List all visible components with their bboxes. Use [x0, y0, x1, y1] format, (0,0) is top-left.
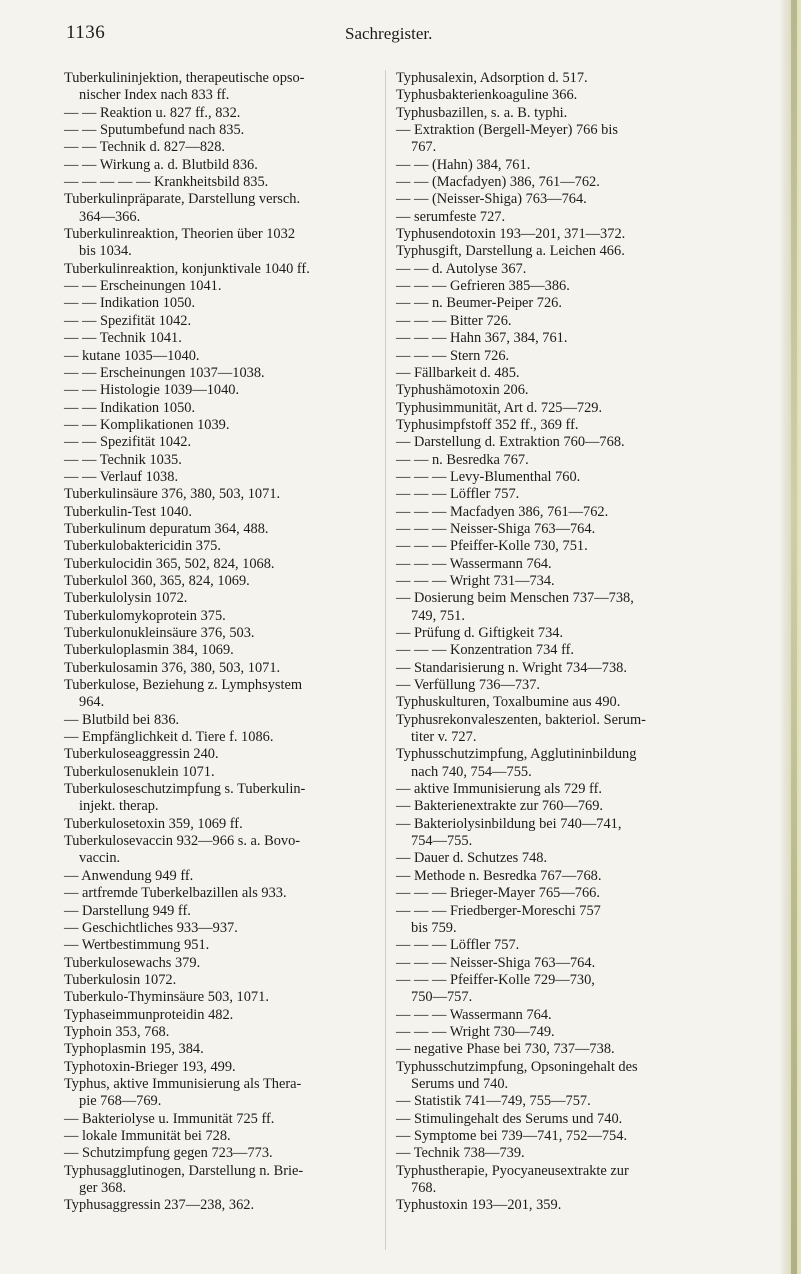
index-entry: — — — — — Krankheitsbild 835. [64, 174, 269, 191]
index-entry: — — — Wright 731—734. [396, 572, 555, 589]
index-entry: Typhusimpfstoff 352 ff., 369 ff. [396, 416, 579, 433]
index-entry: Typhusbazillen, s. a. B. typhi. [396, 104, 568, 121]
index-entry: — — Erscheinungen 1041. [64, 278, 222, 295]
index-entry: Tuberkulinreaktion, konjunktivale 1040 ff. [64, 260, 310, 277]
index-entry: — — — Wright 730—749. [396, 1023, 555, 1040]
index-entry: Tuberkulo-Thyminsäure 503, 1071. [64, 989, 269, 1006]
index-entry: Tuberkuloplasmin 384, 1069. [64, 642, 234, 659]
index-entry: — — Histologie 1039—1040. [64, 382, 240, 399]
index-entry: Tuberkulosewachs 379. [64, 954, 201, 971]
index-entry: Typhusagglutinogen, Darstellung n. Brie- ger 368. [64, 1162, 304, 1196]
index-entry: — — — Konzentration 734 ff. [396, 642, 574, 659]
index-entry: Tuberkulose, Beziehung z. Lymphsystem 964. [64, 677, 303, 711]
index-entry: — — (Neisser-Shiga) 763—764. [396, 191, 587, 208]
index-entry: Tuberkulinum depuratum 364, 488. [64, 520, 269, 537]
index-entry: — — — Wassermann 764. [396, 555, 552, 572]
index-entry: — lokale Immunität bei 728. [64, 1127, 231, 1144]
index-entry: — Bakterienextrakte zur 760—769. [396, 798, 603, 815]
index-entry: — — Erscheinungen 1037—1038. [64, 364, 265, 381]
index-entry: — Empfänglichkeit d. Tiere f. 1086. [64, 729, 274, 746]
index-entry: Typhusrekonvaleszenten, bakteriol. Serum- titer v. 727. [396, 711, 646, 746]
index-entry: — — Wirkung a. d. Blutbild 836. [64, 156, 258, 173]
index-entry: — Symptome bei 739—741, 752—754. [396, 1127, 628, 1144]
index-entry: — Stimulingehalt des Serums und 740. [396, 1110, 623, 1127]
index-entry: — — — Bitter 726. [396, 312, 512, 329]
index-entry: — Darstellung 949 ff. [64, 902, 191, 919]
index-entry: — Fällbarkeit d. 485. [396, 364, 520, 381]
index-entry: — — — Pfeiffer-Kolle 730, 751. [396, 538, 588, 555]
index-entry: — — — Gefrieren 385—386. [396, 278, 570, 295]
index-entry: Typhusimmunität, Art d. 725—729. [396, 399, 603, 416]
index-entry: — Bakteriolyse u. Immunität 725 ff. [64, 1110, 275, 1127]
index-entry: Tuberkuloseaggressin 240. [64, 746, 219, 763]
index-entry: — Schutzimpfung gegen 723—773. [64, 1145, 273, 1162]
index-entry: — — — Hahn 367, 384, 761. [396, 330, 568, 347]
index-entry: Tuberkuloseschutzimpfung s. Tuberkulin- injekt. therap. [64, 781, 306, 815]
index-entry: Typhusendotoxin 193—201, 371—372. [396, 226, 626, 243]
index-entry: — — — Löffler 757. [396, 937, 520, 954]
index-entry: Tuberkulosevaccin 932—966 s. a. Bovo- vaccin. [64, 833, 301, 867]
index-entry: — — Indikation 1050. [64, 295, 196, 312]
index-entry: Typhushämotoxin 206. [396, 382, 529, 399]
index-entry: — — — Neisser-Shiga 763—764. [396, 954, 596, 971]
index-entry: — — — Friedberger-Moreschi 757 bis 759. [396, 902, 601, 936]
index-entry: Tuberkulol 360, 365, 824, 1069. [64, 572, 250, 589]
index-entry: — — (Macfadyen) 386, 761—762. [396, 174, 600, 191]
right-index-column [396, 70, 714, 1215]
index-entry: — — — Wassermann 764. [396, 1006, 552, 1023]
index-entry: — Anwendung 949 ff. [64, 867, 194, 884]
index-entry: — — Verlauf 1038. [64, 468, 179, 485]
index-entry: — — n. Beumer-Peiper 726. [396, 295, 562, 312]
index-entry: Typhus, aktive Immunisierung als Thera- pie 768—769. [64, 1075, 302, 1110]
index-entry: Typhusbakterienkoaguline 366. [396, 87, 578, 104]
index-entry: — — — Brieger-Mayer 765—766. [396, 885, 600, 902]
index-entry: Typhustoxin 193—201, 359. [396, 1197, 562, 1214]
index-entry: Typhoin 353, 768. [64, 1023, 170, 1040]
index-entry: Tuberkulocidin 365, 502, 824, 1068. [64, 555, 275, 572]
index-entry: — — Technik 1041. [64, 330, 182, 347]
index-entry: — — Reaktion u. 827 ff., 832. [64, 104, 241, 121]
index-entry: Tuberkulin-Test 1040. [64, 503, 192, 520]
index-entry: — — — Neisser-Shiga 763—764. [396, 520, 596, 537]
index-entry: — — Spezifität 1042. [64, 434, 192, 451]
index-entry: — — Komplikationen 1039. [64, 416, 230, 433]
page-title: Sachregister. [345, 24, 433, 43]
index-entry: — — — Macfadyen 386, 761—762. [396, 503, 609, 520]
index-entry: Tuberkulonukleinsäure 376, 503. [64, 625, 255, 641]
index-entry: — Methode n. Besredka 767—768. [396, 867, 602, 884]
index-entry: — Verfüllung 736—737. [396, 677, 541, 694]
index-entry: — Technik 738—739. [396, 1145, 525, 1162]
index-entry: — — Technik d. 827—828. [64, 139, 226, 156]
index-entry: — Bakteriolysinbildung bei 740—741, 754—755. [396, 815, 622, 850]
index-entry: Typhusalexin, Adsorption d. 517. [396, 70, 588, 86]
index-entry: — — — Löffler 757. [396, 486, 520, 503]
index-entry: — Dauer d. Schutzes 748. [396, 850, 548, 867]
index-entry: — artfremde Tuberkelbazillen als 933. [64, 885, 287, 902]
index-entry: Typhusschutzimpfung, Opsoningehalt des Serums und 740. [396, 1058, 638, 1092]
index-entry: Tuberkulosin 1072. [64, 971, 177, 988]
index-entry: Typhusgift, Darstellung a. Leichen 466. [396, 243, 625, 260]
index-entry: Typhoplasmin 195, 384. [64, 1041, 204, 1058]
index-entry: Tuberkulobaktericidin 375. [64, 538, 221, 555]
index-entry: Typhustherapie, Pyocyaneusextrakte zur 768. [396, 1162, 629, 1196]
left-index-column [64, 70, 370, 1215]
index-entry: — — Sputumbefund nach 835. [64, 122, 245, 139]
index-entry: — — — Pfeiffer-Kolle 729—730, 750—757. [396, 971, 595, 1006]
index-entry: Tuberkulosenuklein 1071. [64, 763, 215, 780]
index-entry: — kutane 1035—1040. [64, 347, 200, 364]
index-entry: Tuberkulininjektion, therapeutische opso- nischer Index nach 833 ff. [64, 70, 305, 104]
page-edge-strip [791, 0, 797, 1274]
index-entry: — serumfeste 727. [396, 208, 506, 225]
column-divider [385, 70, 386, 1250]
index-entry: — — d. Autolyse 367. [396, 260, 527, 277]
index-entry: Tuberkulinreaktion, Theorien über 1032 bis 1034. [64, 226, 296, 260]
page-number: 1136 [66, 22, 106, 43]
index-entry: — negative Phase bei 730, 737—738. [396, 1041, 615, 1058]
index-entry: — — n. Besredka 767. [396, 451, 529, 468]
index-entry: — — Spezifität 1042. [64, 312, 192, 329]
index-entry: — Geschichtliches 933—937. [64, 919, 238, 936]
index-entry: Tuberkulinsäure 376, 380, 503, 1071. [64, 486, 281, 503]
index-entry: Tuberkulosetoxin 359, 1069 ff. [64, 815, 243, 832]
index-entry: — Standarisierung n. Wright 734—738. [396, 659, 627, 676]
index-entry: — Wertbestimmung 951. [64, 937, 210, 954]
index-entry: — Blutbild bei 836. [64, 711, 180, 728]
index-entry: — Prüfung d. Giftigkeit 734. [396, 625, 564, 641]
index-entry: — — Indikation 1050. [64, 399, 196, 416]
index-entry: — Extraktion (Bergell-Meyer) 766 bis 767. [396, 122, 618, 156]
index-entry: — — Technik 1035. [64, 451, 182, 468]
index-entry: — Dosierung beim Menschen 737—738, 749, 751. [396, 590, 634, 624]
page-edge-shadow [779, 0, 801, 1274]
index-entry: Typhusaggressin 237—238, 362. [64, 1197, 255, 1214]
index-entry: Typhotoxin-Brieger 193, 499. [64, 1058, 236, 1075]
index-entry: Typhuskulturen, Toxalbumine aus 490. [396, 694, 621, 711]
index-entry: Tuberkulomykoprotein 375. [64, 607, 226, 624]
index-entry: Tuberkulolysin 1072. [64, 590, 188, 607]
index-entry: — Darstellung d. Extraktion 760—768. [396, 434, 625, 451]
index-entry: — — (Hahn) 384, 761. [396, 156, 531, 173]
index-entry: — — — Stern 726. [396, 347, 510, 364]
index-entry: Typhaseimmunproteidin 482. [64, 1006, 234, 1023]
index-entry: — Statistik 741—749, 755—757. [396, 1093, 591, 1110]
index-entry: — aktive Immunisierung als 729 ff. [396, 781, 602, 798]
index-entry: — — — Levy-Blumenthal 760. [396, 468, 581, 485]
index-entry: Tuberkulosamin 376, 380, 503, 1071. [64, 659, 281, 676]
index-entry: Tuberkulinpräparate, Darstellung versch. 364—366. [64, 191, 301, 225]
index-entry: Typhusschutzimpfung, Agglutininbildung nach 740, 754—755. [396, 746, 637, 780]
